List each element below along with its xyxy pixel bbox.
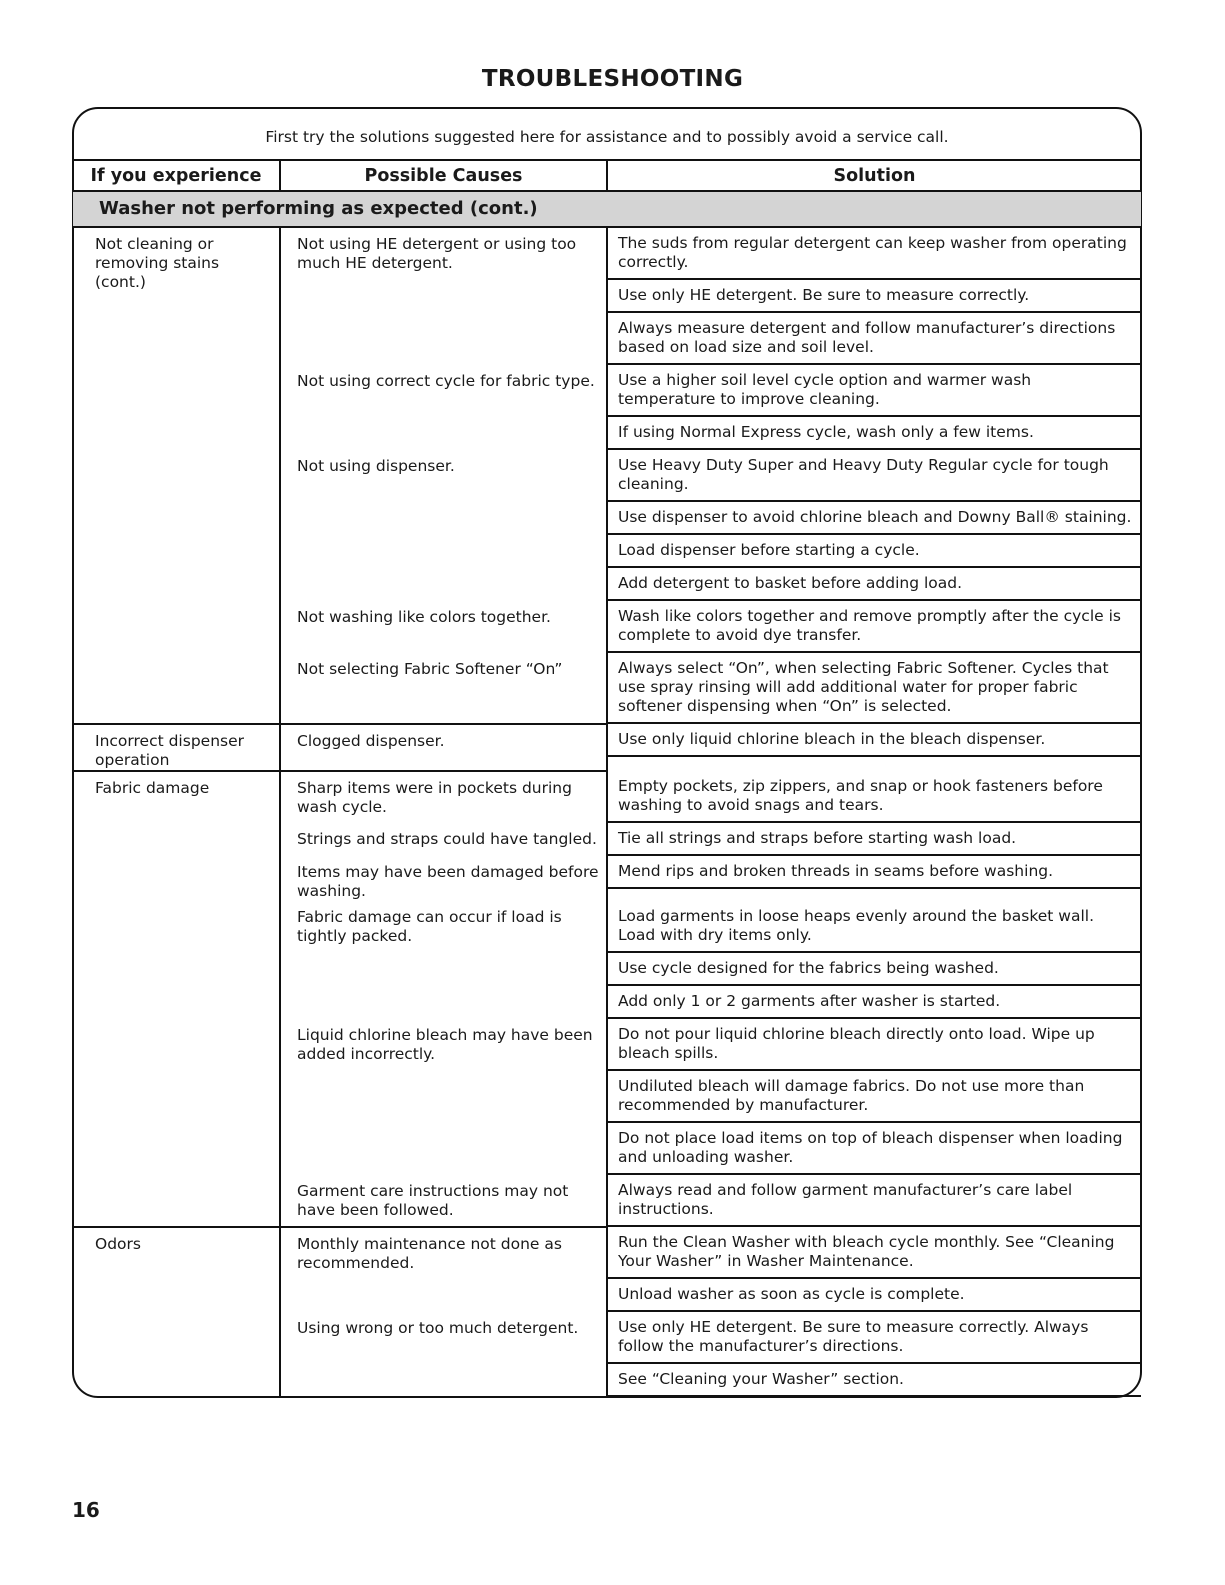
solution-cell (607, 227, 1141, 365)
solution-cell (607, 856, 1141, 901)
cause-cell: Not washing like colors together. (280, 601, 607, 653)
section-title: Washer not performing as expected (cont.) (73, 191, 1141, 227)
cause-cell: Clogged dispenser. (280, 724, 607, 771)
solution-cell (607, 901, 1141, 1019)
experience-cell: Not cleaning or removing stains (cont.) (73, 227, 280, 724)
solution-item: Wash like colors together and remove promptly after the cycle is complete to avoid dye transfer. (608, 601, 1141, 653)
solution-item: Do not pour liquid chlorine bleach directly onto load. Wipe up bleach spills. (608, 1019, 1141, 1071)
solution-item: If using Normal Express cycle, wash only a few items. (608, 417, 1141, 450)
solution-cell (607, 1019, 1141, 1175)
header-causes: Possible Causes (280, 160, 607, 191)
header-row (73, 160, 1141, 191)
section-row (73, 191, 1141, 227)
solution-item: Always read and follow garment manufacturer’s care label instructions. (608, 1175, 1141, 1227)
solution-item: Tie all strings and straps before starting wash load. (608, 823, 1141, 856)
solution-item: Empty pockets, zip zippers, and snap or hook fasteners before washing to avoid snags and tears. (608, 771, 1141, 823)
solution-cell (607, 724, 1141, 771)
solution-item: Use only liquid chlorine bleach in the bleach dispenser. (608, 724, 1141, 757)
cause-cell: Monthly maintenance not done as recommended. (280, 1227, 607, 1312)
cause-cell: Liquid chlorine bleach may have been added incorrectly. (280, 1019, 607, 1175)
solution-cell (607, 365, 1141, 450)
solution-item: Use only HE detergent. Be sure to measure correctly. Always follow the manufacturer’s directions. (608, 1312, 1141, 1364)
solution-cell (607, 1175, 1141, 1227)
cause-cell: Garment care instructions may not have been followed. (280, 1175, 607, 1227)
page-number: 16 (72, 1498, 100, 1522)
cause-cell: Sharp items were in pockets during wash cycle. (280, 771, 607, 823)
cause-cell: Not using dispenser. (280, 450, 607, 601)
solution-cell (607, 823, 1141, 856)
cause-cell: Using wrong or too much detergent. (280, 1312, 607, 1397)
table-row (73, 1227, 1141, 1312)
experience-cell: Fabric damage (73, 771, 280, 1227)
cause-cell: Strings and straps could have tangled. (280, 823, 607, 856)
experience-cell: Incorrect dispenser operation (73, 724, 280, 771)
solution-item: Use only HE detergent. Be sure to measure correctly. (608, 280, 1141, 313)
solution-item: Always select “On”, when selecting Fabric Softener. Cycles that use spray rinsing will add additional water for proper fabric softener dispensing when “On” is selected. (608, 653, 1141, 724)
header-experience: If you experience (73, 160, 280, 191)
solution-item: Load garments in loose heaps evenly around the basket wall. Load with dry items only. (608, 901, 1141, 953)
solution-item: Unload washer as soon as cycle is complete. (608, 1279, 1141, 1312)
solution-item: Do not place load items on top of bleach dispenser when loading and unloading washer. (608, 1123, 1141, 1175)
solution-item: Always measure detergent and follow manufacturer’s directions based on load size and soil level. (608, 313, 1141, 365)
table-row (73, 227, 1141, 365)
solution-cell (607, 653, 1141, 724)
solution-item: Undiluted bleach will damage fabrics. Do not use more than recommended by manufacturer. (608, 1071, 1141, 1123)
table-row (73, 771, 1141, 823)
solution-item: Add only 1 or 2 garments after washer is started. (608, 986, 1141, 1019)
solution-item: See “Cleaning your Washer” section. (608, 1364, 1141, 1397)
solution-item: Use a higher soil level cycle option and warmer wash temperature to improve cleaning. (608, 365, 1141, 417)
solution-item: Load dispenser before starting a cycle. (608, 535, 1141, 568)
solution-item: Use dispenser to avoid chlorine bleach and Downy Ball® staining. (608, 502, 1141, 535)
table-row (73, 724, 1141, 771)
solution-cell (607, 1227, 1141, 1312)
cause-cell: Fabric damage can occur if load is tightly packed. (280, 901, 607, 1019)
cause-cell: Not selecting Fabric Softener “On” (280, 653, 607, 724)
solution-cell (607, 771, 1141, 823)
solution-item: Mend rips and broken threads in seams before washing. (608, 856, 1141, 889)
cause-cell: Not using HE detergent or using too much HE detergent. (280, 227, 607, 365)
solution-item: Use Heavy Duty Super and Heavy Duty Regular cycle for tough cleaning. (608, 450, 1141, 502)
cause-cell: Not using correct cycle for fabric type. (280, 365, 607, 450)
solution-cell (607, 601, 1141, 653)
solution-cell (607, 450, 1141, 601)
experience-cell: Odors (73, 1227, 280, 1397)
solution-item: Add detergent to basket before adding load. (608, 568, 1141, 601)
solution-item: Run the Clean Washer with bleach cycle monthly. See “Cleaning Your Washer” in Washer Maintenance. (608, 1227, 1141, 1279)
header-solution: Solution (607, 160, 1141, 191)
solution-cell (607, 1312, 1141, 1397)
solution-item: Use cycle designed for the fabrics being washed. (608, 953, 1141, 986)
cause-cell: Items may have been damaged before washing. (280, 856, 607, 901)
page-title: TROUBLESHOOTING (481, 66, 744, 92)
solution-item: The suds from regular detergent can keep washer from operating correctly. (608, 228, 1141, 280)
troubleshooting-table (73, 159, 1141, 1397)
intro-text: First try the solutions suggested here for assistance and to possibly avoid a service call. (265, 128, 949, 146)
